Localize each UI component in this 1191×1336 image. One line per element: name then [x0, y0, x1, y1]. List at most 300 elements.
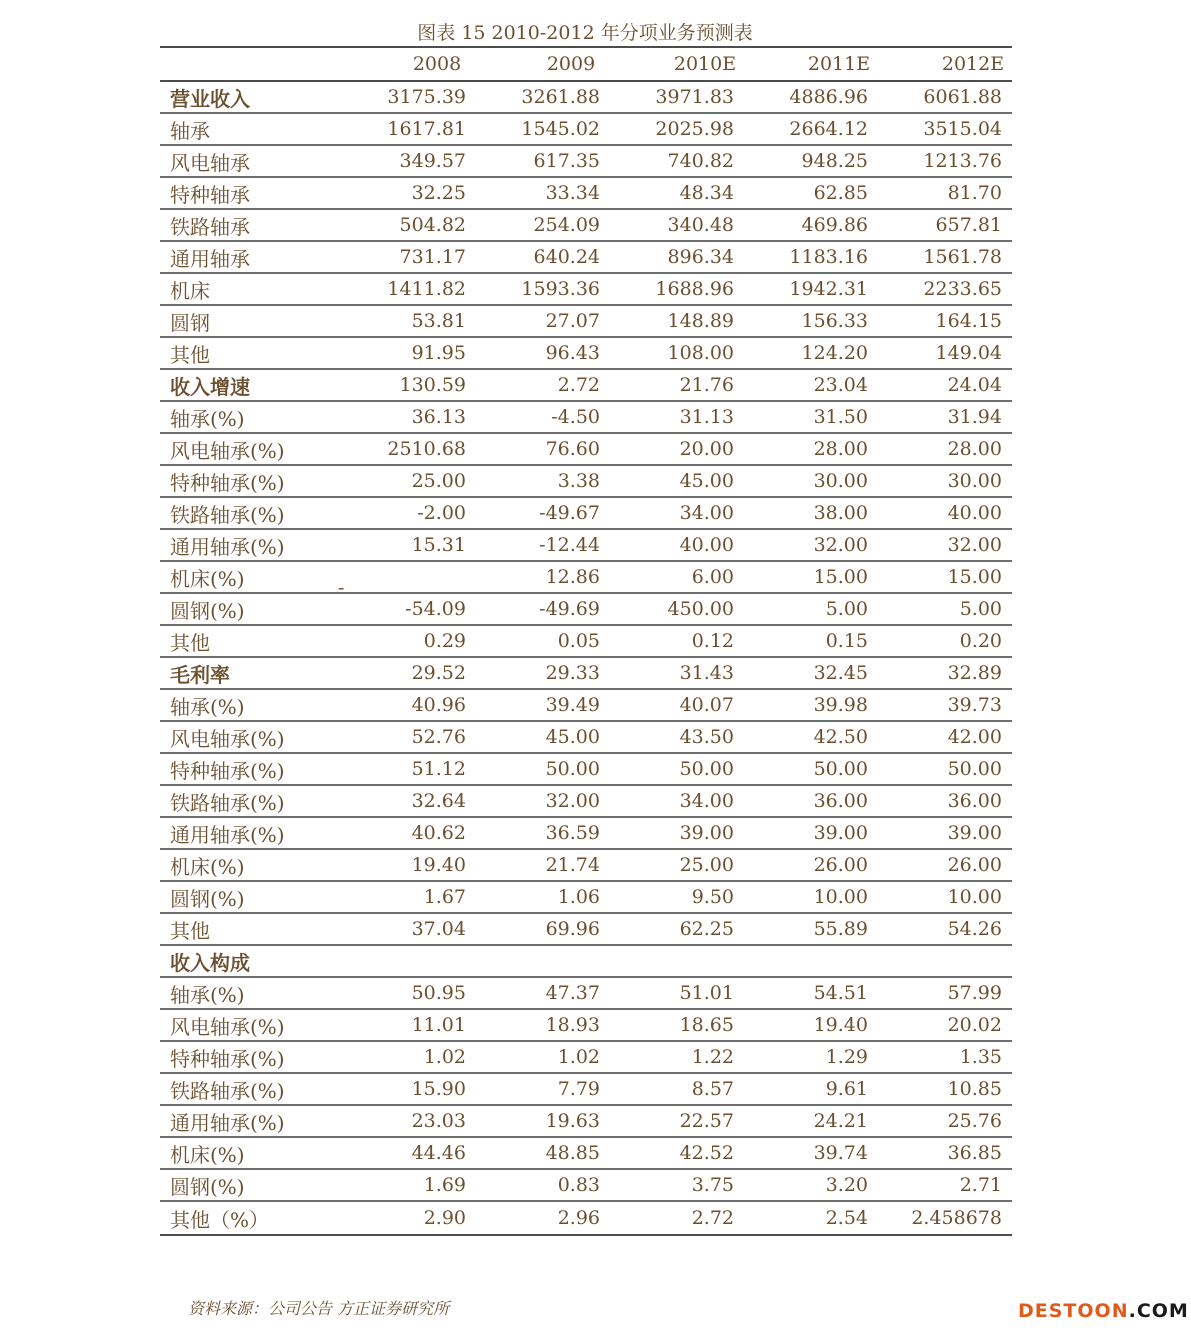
- value-cell: [340, 1142, 474, 1164]
- table-row: [160, 818, 1012, 850]
- value-cell: [742, 1142, 876, 1164]
- value-text: 19.63: [545, 1110, 600, 1132]
- value-text: 0.12: [691, 630, 734, 652]
- table-row: [160, 626, 1012, 658]
- value-cell: [876, 1174, 1010, 1196]
- header-cell-year: 2009: [546, 53, 596, 75]
- value-cell: [474, 886, 608, 908]
- value-cell: [876, 918, 1010, 940]
- watermark-part1: DESTOON: [1018, 1300, 1129, 1322]
- value-text: 2.54: [825, 1207, 868, 1229]
- value-text: 23.03: [411, 1110, 466, 1132]
- row-label: 营业收入: [170, 86, 250, 111]
- table-row: [160, 114, 1012, 146]
- row-label: 铁路轴承: [170, 214, 250, 239]
- value-cell: [608, 374, 742, 396]
- value-text: 39.98: [813, 694, 868, 716]
- value-text: 1.69: [423, 1174, 466, 1196]
- table-row: [160, 658, 1012, 690]
- value-cell: [742, 214, 876, 236]
- row-label: 特种轴承: [170, 182, 250, 207]
- value-text: 1561.78: [923, 246, 1002, 268]
- row-label: 风电轴承(%): [170, 1014, 285, 1039]
- value-text: 19.40: [411, 854, 466, 876]
- row-label: 其他: [170, 342, 210, 367]
- value-text: 32.00: [545, 790, 600, 812]
- value-cell: [608, 182, 742, 204]
- value-cell: [608, 118, 742, 140]
- value-cell: [608, 918, 742, 940]
- value-cell: [340, 1046, 474, 1068]
- value-text: 21.74: [545, 854, 600, 876]
- value-cell: [340, 182, 474, 204]
- value-text: 124.20: [801, 342, 868, 364]
- table-header-row: [160, 48, 1012, 82]
- value-text: 3175.39: [387, 86, 466, 108]
- table-title: 图表 15 2010-2012 年分项业务预测表: [417, 22, 753, 44]
- header-cell-year: 2008: [412, 53, 462, 75]
- row-label: 特种轴承(%): [170, 470, 285, 495]
- value-text: 1.67: [423, 886, 466, 908]
- table-body: [160, 82, 1012, 1234]
- value-text: 948.25: [801, 150, 868, 172]
- value-text: 1.02: [423, 1046, 466, 1068]
- value-text: 731.17: [399, 246, 466, 268]
- value-text: 1.35: [959, 1046, 1002, 1068]
- row-label: 特种轴承(%): [170, 1046, 285, 1071]
- value-cell: [876, 278, 1010, 300]
- table-row: [160, 978, 1012, 1010]
- value-cell: [474, 342, 608, 364]
- value-text: 69.96: [545, 918, 600, 940]
- value-text: 3971.83: [655, 86, 734, 108]
- value-cell: [340, 630, 474, 652]
- value-cell: [608, 438, 742, 460]
- header-cell-year: 2011E: [807, 53, 871, 75]
- value-text: 349.57: [399, 150, 466, 172]
- row-label: 风电轴承: [170, 150, 250, 175]
- value-cell: [742, 1110, 876, 1132]
- value-text: 42.50: [813, 726, 868, 748]
- value-cell: [742, 1207, 876, 1229]
- value-cell: [876, 854, 1010, 876]
- value-text: 1.06: [557, 886, 600, 908]
- value-cell: [742, 342, 876, 364]
- value-cell: [474, 214, 608, 236]
- value-text: 55.89: [813, 918, 868, 940]
- value-text: 4886.96: [789, 86, 868, 108]
- value-cell: [474, 1174, 608, 1196]
- row-label: 轴承(%): [170, 694, 245, 719]
- value-text: 62.85: [813, 182, 868, 204]
- value-text: 1942.31: [789, 278, 868, 300]
- value-cell: [742, 1014, 876, 1036]
- value-cell: [608, 566, 742, 588]
- value-cell: [474, 822, 608, 844]
- value-cell: [340, 214, 474, 236]
- value-text: 25.00: [679, 854, 734, 876]
- value-text: 0.20: [959, 630, 1002, 652]
- table-row: [160, 434, 1012, 466]
- value-text: 340.48: [667, 214, 734, 236]
- value-text: 9.50: [691, 886, 734, 908]
- value-cell: [340, 822, 474, 844]
- value-cell: [608, 662, 742, 684]
- value-text: 130.59: [399, 374, 466, 396]
- value-cell: [474, 502, 608, 524]
- value-text: 3.75: [691, 1174, 734, 1196]
- value-cell: [608, 214, 742, 236]
- value-text: 896.34: [667, 246, 734, 268]
- value-cell: [742, 310, 876, 332]
- value-cell: [474, 1046, 608, 1068]
- value-cell: [608, 534, 742, 556]
- value-cell: [340, 246, 474, 268]
- row-label: 铁路轴承(%): [170, 790, 285, 815]
- value-cell: [340, 406, 474, 428]
- header-cell-year: 2010E: [673, 53, 737, 75]
- value-text: 48.85: [545, 1142, 600, 1164]
- value-text: 51.12: [411, 758, 466, 780]
- value-text: 26.00: [947, 854, 1002, 876]
- value-text: 1213.76: [923, 150, 1002, 172]
- table-row: [160, 946, 1012, 978]
- row-label: 圆钢(%): [170, 598, 245, 623]
- value-cell: [876, 1078, 1010, 1100]
- value-cell: [474, 1207, 608, 1229]
- value-text: 50.00: [545, 758, 600, 780]
- value-text: 50.00: [947, 758, 1002, 780]
- value-cell: [742, 182, 876, 204]
- table-row: [160, 850, 1012, 882]
- table-row: [160, 242, 1012, 274]
- value-text: 2233.65: [923, 278, 1002, 300]
- value-cell: [474, 694, 608, 716]
- value-cell: [608, 886, 742, 908]
- value-cell: [608, 1174, 742, 1196]
- source-note: 资料来源：公司公告 方正证券研究所: [188, 1299, 450, 1318]
- value-cell: [608, 854, 742, 876]
- value-cell: [340, 534, 474, 556]
- value-text: 32.64: [411, 790, 466, 812]
- table-row: [160, 338, 1012, 370]
- value-text: 28.00: [813, 438, 868, 460]
- value-text: 617.35: [533, 150, 600, 172]
- value-text: 39.00: [679, 822, 734, 844]
- value-cell: [474, 790, 608, 812]
- value-text: 50.00: [679, 758, 734, 780]
- value-text: 76.60: [545, 438, 600, 460]
- value-text: 53.81: [411, 310, 466, 332]
- value-text: 24.21: [813, 1110, 868, 1132]
- value-cell: [474, 534, 608, 556]
- value-cell: [876, 982, 1010, 1004]
- value-cell: [340, 1174, 474, 1196]
- row-label: 通用轴承(%): [170, 822, 285, 847]
- value-cell: [608, 1110, 742, 1132]
- value-text: 25.00: [411, 470, 466, 492]
- value-text: 30.00: [813, 470, 868, 492]
- value-text: 28.00: [947, 438, 1002, 460]
- value-cell: [876, 502, 1010, 524]
- value-text: 2025.98: [655, 118, 734, 140]
- row-label: 轴承(%): [170, 982, 245, 1007]
- value-text: 39.00: [813, 822, 868, 844]
- table-row: [160, 306, 1012, 338]
- value-cell: [474, 1142, 608, 1164]
- value-cell: [742, 406, 876, 428]
- value-cell: [340, 278, 474, 300]
- value-cell: [608, 598, 742, 620]
- value-text: 0.83: [557, 1174, 600, 1196]
- value-cell: [742, 662, 876, 684]
- value-cell: [742, 1078, 876, 1100]
- table-row: [160, 786, 1012, 818]
- value-text: 36.59: [545, 822, 600, 844]
- row-label: 毛利率: [170, 662, 230, 687]
- row-label: 机床(%): [170, 1142, 245, 1167]
- value-cell: [742, 150, 876, 172]
- row-label: 铁路轴承(%): [170, 1078, 285, 1103]
- value-cell: [340, 438, 474, 460]
- value-text: 5.00: [825, 598, 868, 620]
- value-text: 6061.88: [923, 86, 1002, 108]
- value-cell: [742, 86, 876, 108]
- value-cell: [876, 598, 1010, 620]
- table-row: [160, 530, 1012, 562]
- value-text: 91.95: [411, 342, 466, 364]
- table-row: [160, 1170, 1012, 1202]
- header-cell-year: 2012E: [941, 53, 1005, 75]
- value-text: 0.15: [825, 630, 868, 652]
- value-text: 57.99: [947, 982, 1002, 1004]
- value-text: 42.00: [947, 726, 1002, 748]
- value-cell: [474, 662, 608, 684]
- value-text: 3261.88: [521, 86, 600, 108]
- value-text: 9.61: [825, 1078, 868, 1100]
- value-cell: [876, 470, 1010, 492]
- value-text: 19.40: [813, 1014, 868, 1036]
- value-cell: [876, 1142, 1010, 1164]
- value-text: 1688.96: [655, 278, 734, 300]
- value-cell: [876, 758, 1010, 780]
- table-row: [160, 722, 1012, 754]
- value-cell: [876, 694, 1010, 716]
- value-cell: [742, 598, 876, 620]
- value-text: 43.50: [679, 726, 734, 748]
- forecast-table: [160, 46, 1012, 1236]
- value-cell: [742, 886, 876, 908]
- value-text: 29.33: [545, 662, 600, 684]
- value-cell: [340, 374, 474, 396]
- row-label: 铁路轴承(%): [170, 502, 285, 527]
- value-text: 10.85: [947, 1078, 1002, 1100]
- value-text: -4.50: [551, 406, 600, 428]
- table-row: [160, 562, 1012, 599]
- value-text: 39.73: [947, 694, 1002, 716]
- value-text: 2664.12: [789, 118, 868, 140]
- value-cell: [340, 918, 474, 940]
- value-cell: [608, 502, 742, 524]
- value-text: 15.31: [411, 534, 466, 556]
- value-cell: [340, 1207, 474, 1229]
- value-cell: [340, 726, 474, 748]
- value-text: 0.29: [423, 630, 466, 652]
- value-cell: [742, 918, 876, 940]
- value-cell: [474, 726, 608, 748]
- value-cell: [474, 86, 608, 108]
- watermark-part2: .COM: [1128, 1300, 1189, 1322]
- value-text: 36.00: [947, 790, 1002, 812]
- value-text: 62.25: [679, 918, 734, 940]
- value-text: 740.82: [667, 150, 734, 172]
- value-cell: [742, 822, 876, 844]
- value-cell: [608, 342, 742, 364]
- value-cell: [340, 310, 474, 332]
- value-cell: [876, 1207, 1010, 1229]
- value-text: 37.04: [411, 918, 466, 940]
- value-cell: [608, 470, 742, 492]
- value-text: 32.45: [813, 662, 868, 684]
- table-row: [160, 882, 1012, 914]
- value-text: 0.05: [557, 630, 600, 652]
- value-cell: [876, 662, 1010, 684]
- value-cell: [340, 118, 474, 140]
- value-cell: [742, 790, 876, 812]
- value-text: 2.458678: [911, 1207, 1002, 1229]
- value-cell: [876, 182, 1010, 204]
- row-label: 机床(%): [170, 854, 245, 879]
- value-text: 15.00: [813, 566, 868, 588]
- value-cell: [608, 758, 742, 780]
- value-text: 1411.82: [387, 278, 466, 300]
- value-text: 20.00: [679, 438, 734, 460]
- value-cell: [608, 246, 742, 268]
- value-cell: [474, 758, 608, 780]
- value-text: 52.76: [411, 726, 466, 748]
- value-text: 40.07: [679, 694, 734, 716]
- value-cell: [876, 1046, 1010, 1068]
- value-text: 31.94: [947, 406, 1002, 428]
- value-cell: [742, 758, 876, 780]
- value-cell: [742, 1174, 876, 1196]
- value-cell: [340, 662, 474, 684]
- value-text: 1.29: [825, 1046, 868, 1068]
- value-text: 22.57: [679, 1110, 734, 1132]
- value-cell: [340, 886, 474, 908]
- value-text: 149.04: [935, 342, 1002, 364]
- value-cell: [474, 854, 608, 876]
- value-text: 44.46: [411, 1142, 466, 1164]
- value-cell: [876, 246, 1010, 268]
- value-text: 50.00: [813, 758, 868, 780]
- value-text: 96.43: [545, 342, 600, 364]
- value-cell: [608, 406, 742, 428]
- value-cell: [474, 566, 608, 588]
- value-text: 18.65: [679, 1014, 734, 1036]
- value-cell: [340, 150, 474, 172]
- table-row: [160, 1010, 1012, 1042]
- value-cell: [742, 502, 876, 524]
- value-text: 504.82: [399, 214, 466, 236]
- value-cell: [608, 1014, 742, 1036]
- value-text: 31.50: [813, 406, 868, 428]
- table-row: [160, 914, 1012, 946]
- table-row: [160, 1106, 1012, 1138]
- value-text: 29.52: [411, 662, 466, 684]
- value-text: 2.96: [557, 1207, 600, 1229]
- table-row: [160, 594, 1012, 626]
- row-label: 机床(%): [170, 566, 245, 591]
- table-row: [160, 1074, 1012, 1106]
- value-cell: [608, 150, 742, 172]
- table-row: [160, 754, 1012, 786]
- value-cell: [876, 534, 1010, 556]
- table-row: [160, 498, 1012, 530]
- value-text: 32.00: [947, 534, 1002, 556]
- value-text: 40.62: [411, 822, 466, 844]
- value-text: -49.67: [539, 502, 600, 524]
- value-text: 25.76: [947, 1110, 1002, 1132]
- value-text: 42.52: [679, 1142, 734, 1164]
- value-text: 32.00: [813, 534, 868, 556]
- value-cell: [474, 150, 608, 172]
- value-text: -49.69: [539, 598, 600, 620]
- watermark-logo: [1018, 1300, 1189, 1322]
- value-cell: [876, 86, 1010, 108]
- value-text: 1545.02: [521, 118, 600, 140]
- value-cell: [742, 726, 876, 748]
- table-row: [160, 466, 1012, 498]
- table-row: [160, 690, 1012, 722]
- value-text: 31.13: [679, 406, 734, 428]
- table-row: [160, 1138, 1012, 1170]
- row-label: 其他: [170, 630, 210, 655]
- value-text: 10.00: [813, 886, 868, 908]
- value-cell: [742, 374, 876, 396]
- value-cell: [608, 982, 742, 1004]
- value-cell: [876, 566, 1010, 588]
- value-cell: [474, 118, 608, 140]
- value-cell: [474, 918, 608, 940]
- value-cell: [876, 790, 1010, 812]
- table-row: [160, 210, 1012, 242]
- value-cell: [340, 470, 474, 492]
- value-text: 30.00: [947, 470, 1002, 492]
- value-cell: [340, 1110, 474, 1132]
- value-cell: [876, 1110, 1010, 1132]
- value-text: 148.89: [667, 310, 734, 332]
- row-label: 通用轴承(%): [170, 534, 285, 559]
- row-label: 其他（%）: [170, 1207, 270, 1232]
- value-text: 1593.36: [521, 278, 600, 300]
- value-text: 164.15: [935, 310, 1002, 332]
- value-cell: [340, 342, 474, 364]
- value-cell: [340, 790, 474, 812]
- value-text: 38.00: [813, 502, 868, 524]
- table-row: [160, 370, 1012, 402]
- value-cell: [876, 374, 1010, 396]
- value-text: 5.00: [959, 598, 1002, 620]
- value-text: 39.74: [813, 1142, 868, 1164]
- value-cell: [608, 1207, 742, 1229]
- value-cell: [608, 726, 742, 748]
- value-text: 36.85: [947, 1142, 1002, 1164]
- value-text: 1183.16: [789, 246, 868, 268]
- value-cell: [474, 1110, 608, 1132]
- value-cell: [608, 86, 742, 108]
- row-label: 通用轴承(%): [170, 1110, 285, 1135]
